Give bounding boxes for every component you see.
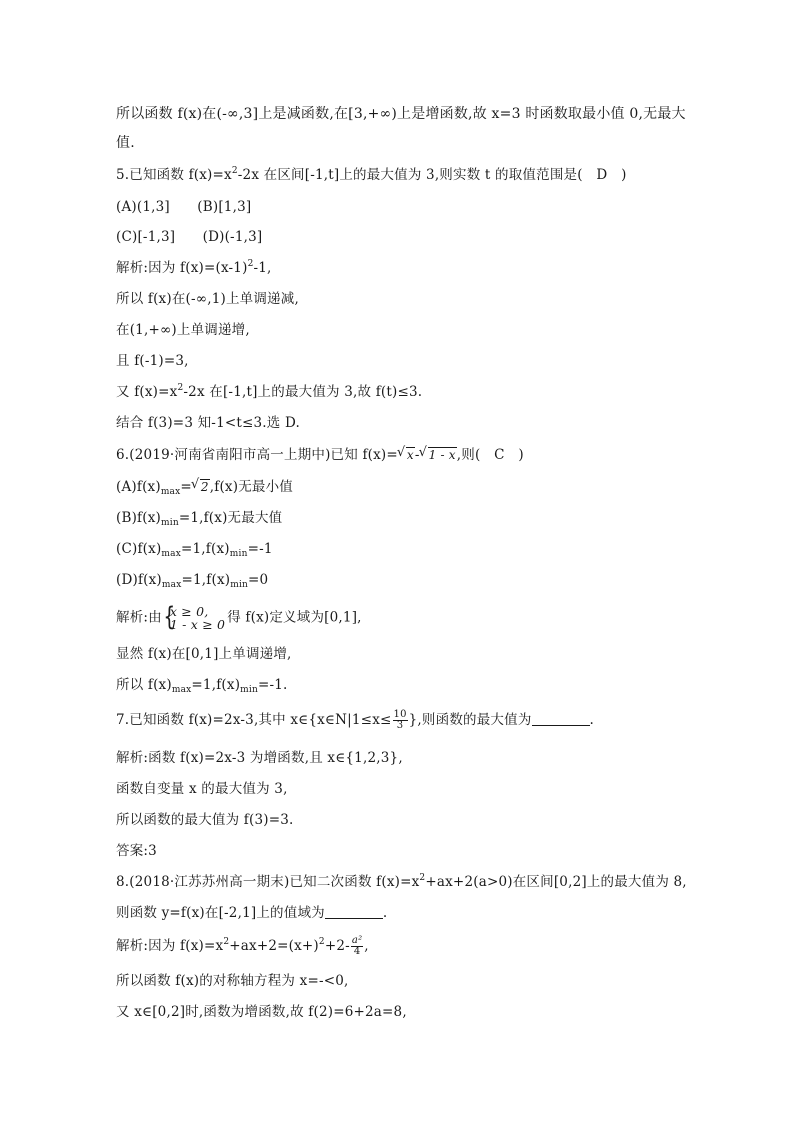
solution-line: 显然 f(x)在[0,1]上单调递增, bbox=[116, 646, 292, 662]
solution-line: 函数自变量 x 的最大值为 3, bbox=[116, 781, 288, 797]
solution-line: 所以函数的最大值为 f(3)=3. bbox=[116, 812, 294, 828]
solution-line: 所以 f(x)在(-∞,1)上单调递减, bbox=[116, 291, 299, 307]
option-line: $(D)f(x)_{max}=1,f(x)_{min}=0$ bbox=[116, 572, 269, 590]
question-8: 8.(2018·江苏苏州高一期末)已知二次函数 $f(x)=x^2+ax+2(a>0)$在区间[0,2]上的最大值为 8, bbox=[116, 873, 687, 890]
question-7: 7.已知函数 f(x)=2x-3,其中 x∈{x∈N|1≤x≤ $\frac{10}{3}$ },则函数的最大值为 . bbox=[116, 709, 595, 731]
solution-line: 解析:因为 $f(x)=x^2+ax+2=(x+)^2+2-$ $\frac{\text{a²}}{4}$ , bbox=[116, 935, 369, 957]
answer-blank bbox=[532, 713, 590, 726]
sqrt-2: √ 2 bbox=[192, 478, 210, 496]
solution-line: 解析:函数 f(x)=2x-3 为增函数,且 x∈{1,2,3}, bbox=[116, 750, 403, 766]
text-line: 所以函数 f(x)在(-∞,3]上是减函数,在[3,+∞)上是增函数,故 x=3 时函数取最小值 0,无最大 bbox=[116, 106, 686, 122]
option-line: (C)[-1,3] (D)(-1,3] bbox=[116, 229, 263, 245]
sqrt-1-minus-x: √ 1 - x bbox=[420, 446, 457, 464]
solution-line: 又 $f(x)=x^2-2x$ 在[-1,t]上的最大值为 3,故 f(t)≤3. bbox=[116, 383, 423, 400]
answer-blank bbox=[325, 906, 383, 919]
question-6: 6.(2019·河南省南阳市高一上期中)已知 f(x)=√ x-√ 1 - x,则( C ) bbox=[116, 446, 524, 464]
question-8-line2: 则函数 y=f(x)在[-2,1]上的值域为 . bbox=[116, 905, 388, 921]
option-line: $(C)f(x)_{max}=1,f(x)_{min}=-1$ bbox=[116, 541, 273, 559]
solution-line: 在(1,+∞)上单调递增, bbox=[116, 322, 250, 338]
text-line: 值. bbox=[116, 135, 135, 151]
solution-line: 且 f(-1)=3, bbox=[116, 353, 189, 369]
solution-line: 又 x∈[0,2]时,函数为增函数,故 f(2)=6+2a=8, bbox=[116, 1004, 407, 1020]
solution-line: 所以函数 f(x)的对称轴方程为 x=-<0, bbox=[116, 973, 349, 989]
sqrt-x: √ x bbox=[398, 446, 415, 464]
solution-line: 解析:因为 $f(x)=(x-1)^2-1$, bbox=[116, 259, 272, 276]
inequality-system: { x ≥ 0, 1 - x ≥ 0 bbox=[162, 605, 225, 631]
option-line: $(A)f(x)_{max}=√$ 2,f(x)无最小值 bbox=[116, 478, 293, 496]
question-5: 5.已知函数 $f(x)=x^2-2x$ 在区间[-1,t]上的最大值为 3,则实数 t 的取值范围是( D ) bbox=[116, 166, 627, 183]
option-line: (A)(1,3] (B)[1,3] bbox=[116, 199, 252, 215]
answer-line: 答案:3 bbox=[116, 843, 157, 859]
fraction: $\frac{10}{3}$ bbox=[393, 709, 407, 731]
solution-line: 结合 f(3)=3 知-1<t≤3.选 D. bbox=[116, 415, 301, 431]
fraction: $\frac{\text{a²}}{4}$ bbox=[351, 935, 363, 957]
option-line: $(B)f(x)_{min}=1,f(x)$无最大值 bbox=[116, 510, 283, 528]
solution-line: 所以 $f(x)_{max}=1,f(x)_{min}=-1$. bbox=[116, 677, 288, 695]
solution-line: 解析:由 { x ≥ 0, 1 - x ≥ 0 得 f(x)定义域为[0,1], bbox=[116, 605, 362, 631]
